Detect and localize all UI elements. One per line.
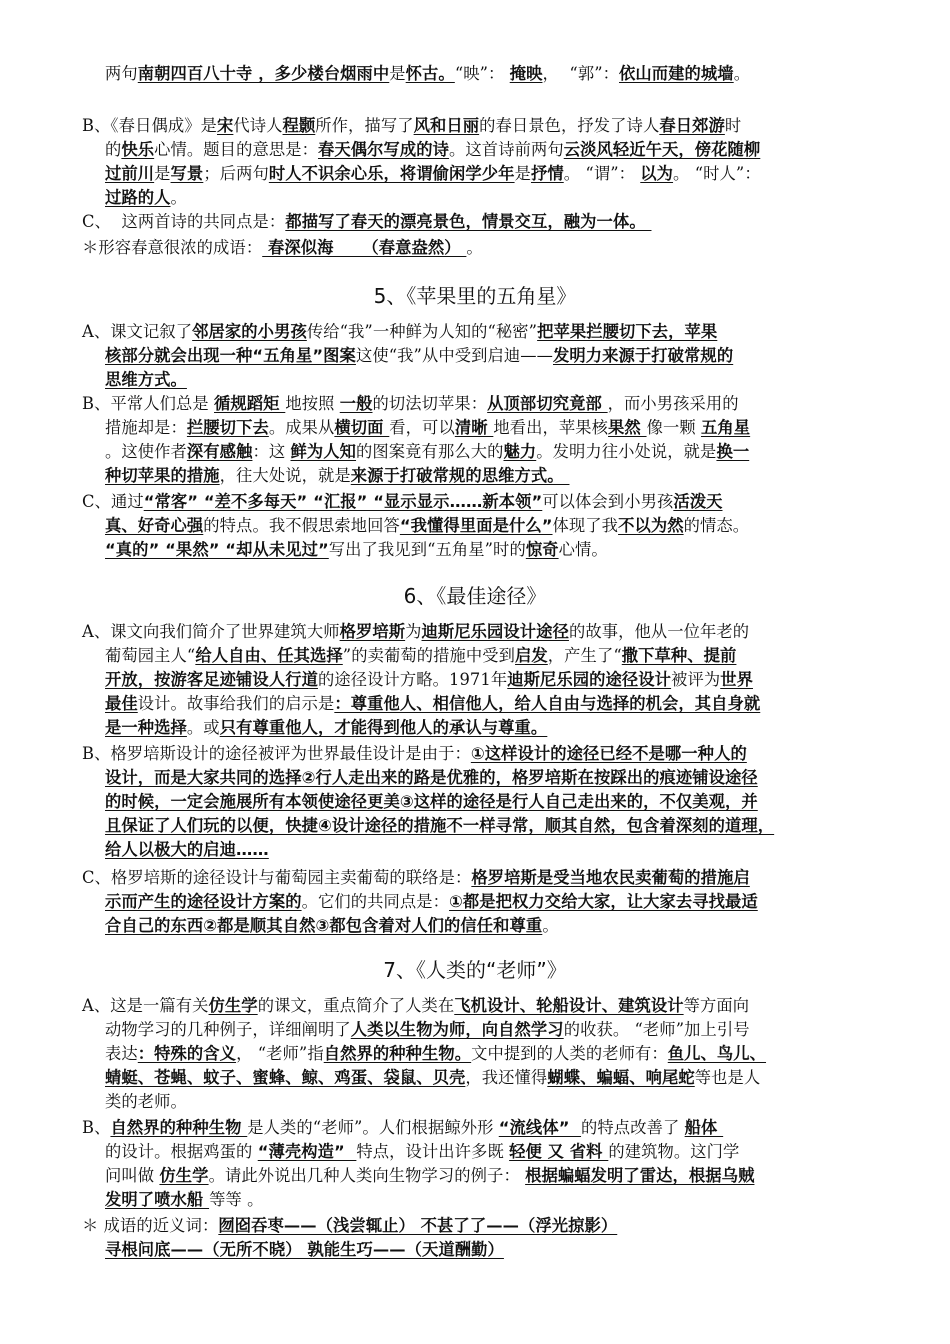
answer-text: 横切面 [334, 418, 390, 437]
answer-text: “流线体” [498, 1118, 582, 1137]
answer-text: “常客” “差不多每天” “汇报” “显示显示……新本领” [143, 492, 543, 511]
body-text: ， “郭”： [542, 64, 620, 83]
text-line [82, 320, 717, 344]
answer-text: 轻便 又 省料 [509, 1142, 609, 1161]
answer-text: 鲜为人知 [290, 442, 357, 461]
body-text: 问叫做 [105, 1166, 160, 1185]
body-text: C、格罗培斯的途径设计与葡萄园主卖葡萄的联络是： [82, 868, 472, 887]
body-text: 的春日景色，抒发了诗人 [479, 116, 660, 135]
body-text: 被评为 [671, 670, 721, 689]
answer-text: 只有尊重他人，才能得到他人的承认与尊重。 [219, 718, 548, 737]
answer-text: 南朝四百八十寺 ，多少楼台烟雨中 [137, 64, 390, 83]
answer-text: 鱼儿、鸟儿、 [667, 1044, 767, 1063]
body-text: 是人类的“老师”。人们根据鲸外形 [247, 1118, 499, 1137]
answer-text: 春天偶尔写成的诗 [317, 140, 450, 159]
body-text: C、 这两首诗的共同点是： [82, 212, 286, 231]
answer-text: 最佳 [105, 694, 138, 713]
body-text: B、《春日偶成》是 [82, 116, 217, 135]
answer-text: 深有感触 [186, 442, 253, 461]
answer-text: 来源于打破常规的思维方式。 [350, 466, 570, 485]
body-text: 动物学习的几种例子，详细阐明了 [105, 1020, 351, 1039]
answer-text: 从顶部切究竟部 [487, 394, 608, 413]
body-text: 特点，设计出许多既 [356, 1142, 510, 1161]
text-line [105, 1042, 766, 1066]
text-line [105, 890, 758, 914]
text-line [105, 1164, 754, 1188]
body-text: ，往大处说，就是 [219, 466, 351, 485]
answer-text: 给人自由、任其选择 [195, 646, 343, 665]
text-line [105, 514, 749, 538]
text-line [105, 1090, 187, 1114]
answer-text: 格罗培斯是受当地农民卖葡萄的措施启 [471, 868, 750, 887]
body-text: 这使“我”从中受到启迪—— [355, 346, 553, 365]
body-text: 。这首诗前两句 [449, 140, 564, 159]
body-text: 代诗人 [233, 116, 283, 135]
body-text: ；后两句 [203, 164, 269, 183]
text-line [105, 692, 760, 716]
answer-text: “真的” “果然” “却从未见过” [105, 540, 329, 559]
answer-text: 云淡风轻近午天，傍花随柳 [563, 140, 761, 159]
answer-text: 把苹果拦腰切下去，苹果 [537, 322, 718, 341]
answer-text: 过前川 [105, 164, 155, 183]
body-text: 体现了我 [552, 516, 619, 535]
body-text: 是 [154, 164, 171, 183]
answer-text: “薄壳构造” [257, 1142, 357, 1161]
answer-text: 拦腰切下去 [186, 418, 269, 437]
body-text: B、平常人们总是 [82, 394, 215, 413]
body-text: 。这使作者 [105, 442, 187, 461]
text-line [105, 1188, 263, 1212]
answer-text: 世界 [720, 670, 753, 689]
body-text: 可以体会到小男孩 [542, 492, 674, 511]
body-text: 地看出，苹果核 [493, 418, 609, 437]
text-line [105, 838, 269, 862]
body-text: 的情态。 [683, 516, 750, 535]
answer-text: 发明力来源于打破常规的 [553, 346, 734, 365]
answer-text: 魅力 [503, 442, 537, 461]
body-text: 的 [105, 140, 122, 159]
answer-text: 思维方式。 [105, 370, 187, 389]
answer-text: 惊奇 [525, 540, 559, 559]
body-text: 的建筑物。这门学 [608, 1142, 740, 1161]
answer-text: 时人不识余心乐，将谓偷闲学少年 [268, 164, 515, 183]
body-text: ，我还懂得 [465, 1068, 548, 1087]
answer-text: 给人以极大的启迪…… [105, 840, 269, 859]
answer-text: 格罗培斯 [339, 622, 406, 641]
text-line [105, 914, 559, 938]
text-line [82, 1214, 617, 1238]
answer-text: ①都是把权力交给大家，让大家去寻找最适 [449, 892, 758, 911]
body-text: 的故事，他从一位年老的 [568, 622, 750, 641]
answer-text: “我懂得里面是什么” [399, 516, 553, 535]
section-heading: 6、《最佳途径》 [403, 584, 547, 608]
answer-text: 自然界的种种生物 [110, 1118, 248, 1137]
body-text: B、格罗培斯设计的途径被评为世界最佳设计是由于： [82, 744, 471, 763]
answer-text: ：特殊的含义 [137, 1044, 237, 1063]
answer-text: 蜻蜓、苍蝇、蚊子、蜜蜂、鲸、鸡蛋、袋鼠、贝壳 [105, 1068, 466, 1087]
body-text: ”的卖葡萄的措施中受到 [342, 646, 516, 665]
answer-text: 发明了喷水船 [105, 1190, 210, 1209]
body-text: 设计。故事给我们的启示是 [137, 694, 335, 713]
text-line [82, 742, 747, 766]
answer-text: 过路的人 [105, 188, 171, 207]
body-text: 的图案竟有那么大的 [356, 442, 504, 461]
body-text: ，而小男孩采用的 [607, 394, 739, 413]
body-text: ， “老师”指 [236, 1044, 324, 1063]
body-text: 的切法切苹果： [372, 394, 488, 413]
text-line [105, 464, 569, 488]
answer-text: 真、好奇心强 [105, 516, 204, 535]
answer-text: 飞机设计、轮船设计、建筑设计 [454, 996, 684, 1015]
answer-text: 怀古。 [405, 64, 455, 83]
body-text: A、课文向我们简介了世界建筑大师 [82, 622, 340, 641]
body-text: 心情。 [558, 540, 608, 559]
text-line [82, 1116, 723, 1140]
answer-text: 示而产生的途径设计方案的 [105, 892, 302, 911]
body-text: A、这是一篇有关 [82, 996, 209, 1015]
body-text: ＊形容春意很浓的成语： [82, 238, 263, 257]
body-text: 等也是人 [694, 1068, 761, 1087]
body-text: ：这 [252, 442, 291, 461]
body-text: 。成果从 [268, 418, 335, 437]
body-text: A、课文记叙了 [82, 322, 193, 341]
text-line [82, 994, 749, 1018]
answer-text: 且保证了人们玩的以便，快捷④设计途径的措施不一样寻常，顺其自然，包含着深刻的道理， [105, 816, 775, 835]
answer-text: 都描写了春天的漂亮景色，情景交互，融为一体。 [285, 212, 652, 231]
answer-text: 核部分就会出现一种“五角星”图案 [105, 346, 356, 365]
body-text: 写出了我见到“五角星”时的 [328, 540, 526, 559]
answer-text: 囫囵吞枣——（浅尝辄止） 不甚了了——（浮光掠影） [218, 1216, 618, 1235]
text-line [82, 114, 741, 138]
answer-text: 依山而建的城墙 [619, 64, 734, 83]
text-line [105, 138, 760, 162]
text-line [105, 766, 758, 790]
body-text: 是 [514, 164, 531, 183]
body-text: 措施却是： [105, 418, 187, 437]
answer-text: 清晰 [454, 418, 494, 437]
body-text: 等等 。 [209, 1190, 264, 1209]
answer-text: 换一 [716, 442, 750, 461]
body-text: 的课文，重点简介了人类在 [257, 996, 455, 1015]
text-line [105, 644, 736, 668]
body-text: C、通过 [82, 492, 144, 511]
body-text: 的特点改善了 [581, 1118, 685, 1137]
text-line [105, 162, 761, 186]
text-line [105, 1018, 750, 1042]
answer-text: 自然界的种种生物。 [323, 1044, 472, 1063]
body-text: ，产生了“ [547, 646, 622, 665]
answer-text: 设计，而是大家共同的选择②行人走出来的路是优雅的，格罗培斯在按踩出的痕迹铺设途径 [105, 768, 758, 787]
answer-text: 合自己的东西②都是顺其自然③都包含着对人们的信任和尊重 [105, 916, 543, 935]
body-text: “映”： [454, 64, 510, 83]
text-line [82, 210, 651, 234]
body-text: 。 [170, 188, 187, 207]
answer-text: 风和日丽 [413, 116, 480, 135]
text-line [105, 716, 547, 740]
body-text: 等方面向 [683, 996, 750, 1015]
text-line [105, 440, 749, 464]
answer-text: 五角星 [700, 418, 751, 437]
body-text: 表达 [105, 1044, 138, 1063]
text-line [105, 790, 758, 814]
body-text: 。它们的共同点是： [301, 892, 450, 911]
answer-text: 程颢 [282, 116, 316, 135]
answer-text: 抒情 [530, 164, 564, 183]
answer-text: ：尊重他人、相信他人，给人自由与选择的机会，其自身就 [334, 694, 761, 713]
body-text: 。 [466, 238, 483, 257]
section-heading: 7、《人类的“老师”》 [383, 958, 567, 982]
body-text: 时 [724, 116, 742, 135]
text-line [105, 1140, 739, 1164]
body-text: 文中提到的人类的老师有： [471, 1044, 668, 1063]
text-line [105, 344, 733, 368]
answer-text: 启发 [515, 646, 548, 665]
body-text: 地按照 [285, 394, 340, 413]
body-text: 是 [389, 64, 406, 83]
answer-text: 人类以生物为师，向自然学习 [350, 1020, 564, 1039]
answer-text: 撒下草种、提前 [621, 646, 737, 665]
text-line [105, 1238, 504, 1262]
text-line [82, 236, 483, 260]
body-text: 。 [542, 916, 559, 935]
text-line [105, 416, 750, 440]
section-heading: 5、《苹果里的五角星》 [373, 284, 577, 308]
answer-text: 快乐 [121, 140, 155, 159]
answer-text: 春深似海 （春意盎然） [262, 238, 467, 257]
body-text: 。发明力往小处说，就是 [536, 442, 717, 461]
body-text: 的途径设计方略。1971年 [317, 670, 508, 689]
body-text: 心情。题目的意思是： [154, 140, 318, 159]
body-text: 的设计。根据鸡蛋的 [105, 1142, 258, 1161]
answer-text: ①这样设计的途径已经不是哪一种人的 [470, 744, 747, 763]
body-text: 所作，描写了 [315, 116, 414, 135]
body-text: B、 [82, 1118, 111, 1137]
answer-text: 果然 [608, 418, 647, 437]
body-text: 。或 [186, 718, 220, 737]
body-text: 像一颗 [646, 418, 701, 437]
body-text: 葡萄园主人“ [105, 646, 196, 665]
body-text: 。 “时人”： [673, 164, 761, 183]
answer-text: 一般 [339, 394, 373, 413]
answer-text: 迪斯尼乐园设计途径 [421, 622, 569, 641]
text-line [105, 62, 750, 86]
body-text: 类的老师。 [105, 1092, 187, 1111]
answer-text: 活泼天 [673, 492, 723, 511]
answer-text: 写景 [170, 164, 204, 183]
answer-text: 船体 [684, 1118, 724, 1137]
text-line [105, 1066, 760, 1090]
answer-text: 仿生学 [159, 1166, 209, 1185]
body-text: ＊ 成语的近义词： [82, 1216, 219, 1235]
answer-text: 不以为然 [618, 516, 684, 535]
body-text: 。 [733, 64, 751, 83]
answer-text: 仿生学 [208, 996, 258, 1015]
answer-text: 种切苹果的措施 [105, 466, 220, 485]
body-text: 。 “谓”： [563, 164, 641, 183]
text-line [105, 538, 608, 562]
body-text: 为 [405, 622, 422, 641]
text-line [105, 368, 187, 392]
text-line [105, 814, 774, 838]
answer-text: 的时候，一定会施展所有本领使途径更美③这样的途径是行人自己走出来的，不仅美观，并 [105, 792, 758, 811]
answer-text: 是一种选择 [105, 718, 187, 737]
answer-text: 春日郊游 [659, 116, 725, 135]
body-text: 两句 [105, 64, 138, 83]
body-text: 的特点。我不假思索地回答 [203, 516, 400, 535]
answer-text: 宋 [216, 116, 234, 135]
text-line [105, 186, 187, 210]
body-text: 。请此外说出几种人类向生物学习的例子： [208, 1166, 526, 1185]
text-line [82, 620, 749, 644]
answer-text: 以为 [640, 164, 674, 183]
answer-text: 开放，按游客足迹铺设人行道 [105, 670, 318, 689]
text-line [82, 392, 739, 416]
answer-text: 掩映 [509, 64, 543, 83]
body-text: 传给“我”一种鲜为人知的“秘密” [306, 322, 538, 341]
body-text: 看，可以 [389, 418, 455, 437]
text-line [82, 490, 723, 514]
answer-text: 寻根问底——（无所不晓） 孰能生巧——（天道酬勤） [105, 1240, 504, 1259]
text-line [82, 866, 750, 890]
answer-text: 蝴蝶、蝙蝠、响尾蛇 [547, 1068, 695, 1087]
answer-text: 邻居家的小男孩 [192, 322, 307, 341]
body-text: 的收获。 “老师”加上引号 [563, 1020, 750, 1039]
answer-text: 循规蹈矩 [214, 394, 286, 413]
answer-text: 迪斯尼乐园的途径设计 [507, 670, 672, 689]
text-line [105, 668, 753, 692]
answer-text: 根据蝙蝠发明了雷达，根据乌贼 [525, 1166, 755, 1185]
